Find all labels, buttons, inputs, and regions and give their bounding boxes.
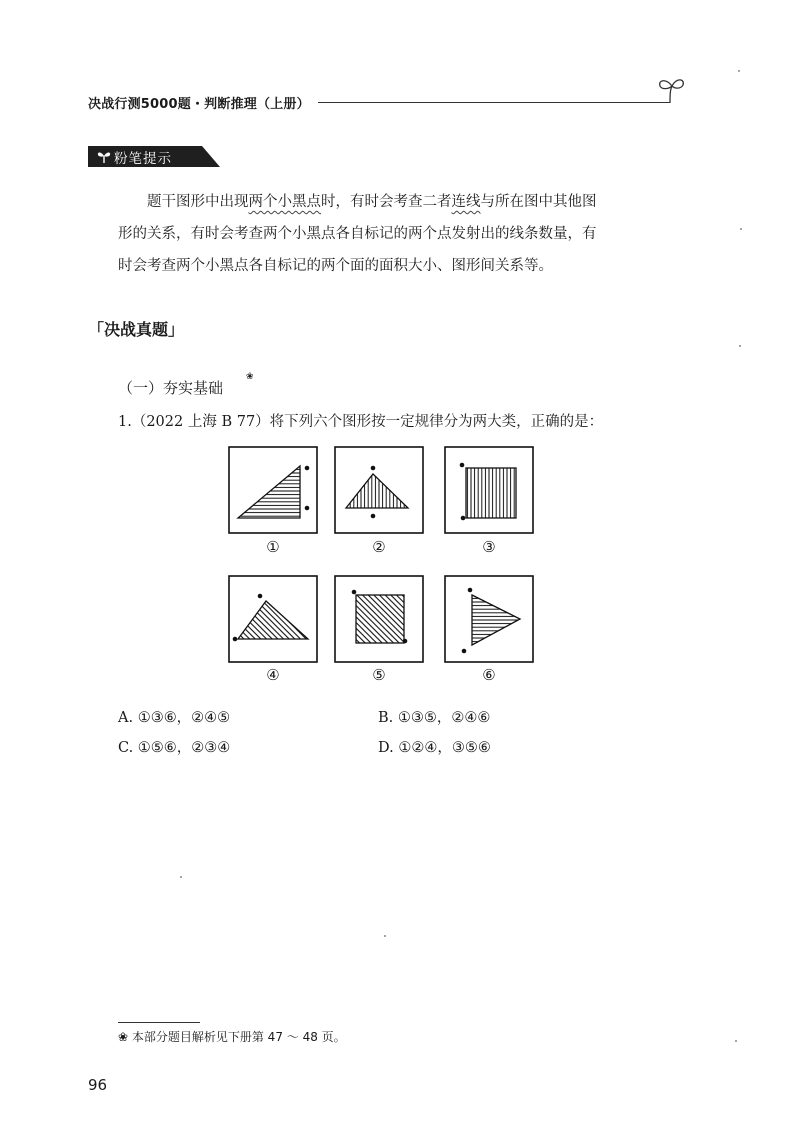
tip-paragraph-line: 题干图形中出现两个小黑点时，有时会考查二者连线与所在图中其他图	[147, 194, 597, 210]
emphasis-text: 两个小黑点	[248, 194, 321, 210]
figure-label: ⑤	[372, 666, 386, 684]
figure-panel-6	[444, 575, 534, 663]
figure-panel-2	[334, 446, 424, 534]
question-text: 1.（2022 上海 B 77）将下列六个图形按一定规律分为两大类，正确的是：	[118, 414, 604, 430]
footnote-marker: ❀	[246, 372, 254, 382]
figure-label: ④	[266, 666, 280, 684]
scan-speck	[739, 345, 741, 347]
figure-panel-5	[334, 575, 424, 663]
figure-label: ⑥	[482, 666, 496, 684]
page-number: 96	[88, 1076, 108, 1094]
figure-label: ②	[372, 538, 386, 556]
scan-speck	[735, 1040, 737, 1042]
running-header-title: 决战行测5000题・判断推理（上册）	[88, 97, 310, 112]
figure-panel-1	[228, 446, 318, 534]
answer-option-b[interactable]: B. ①③⑤，②④⑥	[378, 710, 491, 726]
figure-panel-3	[444, 446, 534, 534]
figure-label: ①	[266, 538, 280, 556]
sprout-icon	[96, 149, 112, 163]
answer-option-c[interactable]: C. ①⑤⑥，②③④	[118, 740, 231, 756]
figure-label: ③	[482, 538, 496, 556]
tip-paragraph-line: 形的关系，有时会考查两个小黑点各自标记的两个点发射出的线条数量，有	[118, 226, 597, 242]
header-rule	[318, 102, 670, 103]
figure-panel-4	[228, 575, 318, 663]
scan-speck	[738, 70, 740, 72]
tip-paragraph-line: 时会考查两个小黑点各自标记的两个面的面积大小、图形间关系等。	[118, 258, 553, 274]
footnote-text: ❀ 本部分题目解析见下册第 47 ～ 48 页。	[118, 1030, 346, 1044]
answer-option-d[interactable]: D. ①②④，③⑤⑥	[378, 740, 491, 756]
section-title: 「决战真题」	[88, 320, 185, 339]
emphasis-text: 连线	[451, 194, 481, 210]
scan-speck	[384, 935, 386, 937]
sprout-icon	[652, 74, 692, 104]
scan-speck	[740, 228, 742, 230]
subsection-title: （一）夯实基础	[118, 379, 224, 397]
tip-label: 粉笔提示	[114, 151, 172, 167]
footnote-rule	[118, 1022, 200, 1023]
answer-option-a[interactable]: A. ①③⑥，②④⑤	[118, 710, 231, 726]
scan-speck	[180, 876, 182, 878]
